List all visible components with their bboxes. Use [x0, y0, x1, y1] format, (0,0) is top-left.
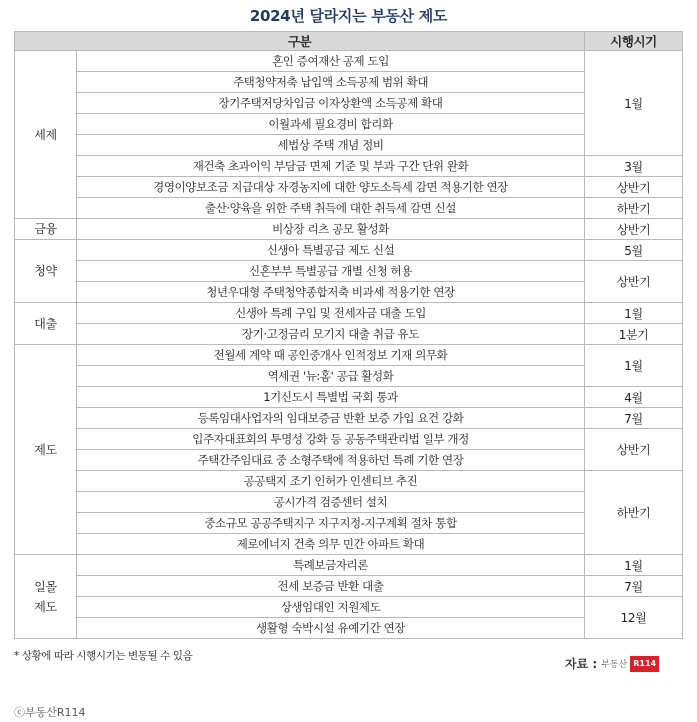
policy-item-cell: 이월과세 필요경비 합리화 — [77, 114, 585, 135]
table-row — [15, 51, 683, 72]
table-row — [15, 72, 683, 93]
policy-item-cell: 1기신도시 특별법 국회 통과 — [77, 387, 585, 408]
table-row — [15, 93, 683, 114]
category-cell: 제도 — [15, 345, 77, 555]
category-cell: 일몰 제도 — [15, 555, 77, 639]
timing-cell: 3월 — [585, 156, 683, 177]
policy-item-cell: 공공택지 조기 인허가 인센티브 추진 — [77, 471, 585, 492]
table-row — [15, 177, 683, 198]
source-credit — [565, 655, 659, 672]
policy-item-cell: 입주자대표회의 투명성 강화 등 공동주택관리법 일부 개정 — [77, 429, 585, 450]
timing-cell: 하반기 — [585, 198, 683, 219]
timing-cell: 1월 — [585, 555, 683, 576]
table-row — [15, 303, 683, 324]
table-row — [15, 198, 683, 219]
table-row — [15, 408, 683, 429]
policy-item-cell: 신혼부부 특별공급 개별 신청 허용 — [77, 261, 585, 282]
timing-cell: 7월 — [585, 408, 683, 429]
table-row — [15, 156, 683, 177]
table-row — [15, 513, 683, 534]
category-cell: 금융 — [15, 219, 77, 240]
timing-cell: 상반기 — [585, 177, 683, 198]
timing-cell: 1월 — [585, 51, 683, 156]
timing-cell: 5월 — [585, 240, 683, 261]
table-body — [15, 51, 683, 639]
table-row — [15, 450, 683, 471]
table-row — [15, 576, 683, 597]
policy-item-cell: 주택청약저축 납입액 소득공제 범위 확대 — [77, 72, 585, 93]
table-row — [15, 219, 683, 240]
policy-item-cell: 장기·고정금리 모기지 대출 취급 유도 — [77, 324, 585, 345]
timing-cell: 7월 — [585, 576, 683, 597]
policy-item-cell: 재건축 초과이익 부담금 면제 기준 및 부과 구간 단위 완화 — [77, 156, 585, 177]
timing-cell: 1월 — [585, 345, 683, 387]
table-header-row — [15, 32, 683, 51]
policy-item-cell: 등록임대사업자의 임대보증금 반환 보증 가입 요건 강화 — [77, 408, 585, 429]
table-row — [15, 240, 683, 261]
header-timing: 시행시기 — [585, 32, 683, 51]
timing-cell: 1월 — [585, 303, 683, 324]
table-row — [15, 471, 683, 492]
table-row — [15, 492, 683, 513]
table-row — [15, 261, 683, 282]
source-logo-text: 부동산 — [601, 660, 628, 670]
table-row — [15, 534, 683, 555]
timing-cell: 4월 — [585, 387, 683, 408]
timing-cell: 상반기 — [585, 429, 683, 471]
table-row — [15, 555, 683, 576]
category-cell: 청약 — [15, 240, 77, 303]
category-cell: 대출 — [15, 303, 77, 345]
timing-cell: 1분기 — [585, 324, 683, 345]
footnote: * 상황에 따라 시행시기는 변동될 수 있음 — [14, 650, 193, 662]
table-row — [15, 429, 683, 450]
table-row — [15, 618, 683, 639]
policy-item-cell: 신생아 특례 구입 및 전세자금 대출 도입 — [77, 303, 585, 324]
table-row — [15, 387, 683, 408]
table-row — [15, 135, 683, 156]
table-row — [15, 324, 683, 345]
timing-cell: 하반기 — [585, 471, 683, 555]
policy-item-cell: 혼인 증여재산 공제 도입 — [77, 51, 585, 72]
policy-item-cell: 제로에너지 건축 의무 민간 아파트 확대 — [77, 534, 585, 555]
policy-item-cell: 역세권 '뉴:홈' 공급 활성화 — [77, 366, 585, 387]
table-row — [15, 597, 683, 618]
policy-item-cell: 공시가격 검증센터 설치 — [77, 492, 585, 513]
table-row — [15, 345, 683, 366]
policy-item-cell: 중소규모 공공주택지구 지구지정-지구계획 절차 통합 — [77, 513, 585, 534]
policy-item-cell: 생활형 숙박시설 유예기간 연장 — [77, 618, 585, 639]
table-row — [15, 114, 683, 135]
policy-item-cell: 세법상 주택 개념 정비 — [77, 135, 585, 156]
timing-cell: 상반기 — [585, 219, 683, 240]
copyright: ⓒ부동산R114 — [14, 706, 86, 719]
header-category: 구분 — [15, 32, 585, 51]
policy-item-cell: 주택간주임대료 중 소형주택에 적용하던 특례 기한 연장 — [77, 450, 585, 471]
policy-table — [14, 31, 683, 639]
policy-item-cell: 청년우대형 주택청약종합저축 비과세 적용기한 연장 — [77, 282, 585, 303]
timing-cell: 12월 — [585, 597, 683, 639]
policy-item-cell: 특례보금자리론 — [77, 555, 585, 576]
table-row — [15, 282, 683, 303]
source-label: 자료 : — [565, 657, 598, 671]
timing-cell: 상반기 — [585, 261, 683, 303]
category-cell: 세제 — [15, 51, 77, 219]
policy-item-cell: 전세 보증금 반환 대출 — [77, 576, 585, 597]
source-logo-badge: R114 — [630, 656, 659, 672]
policy-item-cell: 전월세 계약 때 공인중개사 인적정보 기재 의무화 — [77, 345, 585, 366]
policy-item-cell: 경영이양보조금 지급대상 자경농지에 대한 양도소득세 감면 적용기한 연장 — [77, 177, 585, 198]
policy-item-cell: 상생임대인 지원제도 — [77, 597, 585, 618]
policy-item-cell: 비상장 리츠 공모 활성화 — [77, 219, 585, 240]
policy-item-cell: 장기주택저당차입금 이자상환액 소득공제 확대 — [77, 93, 585, 114]
policy-item-cell: 출산·양육을 위한 주택 취득에 대한 취득세 감면 신설 — [77, 198, 585, 219]
policy-item-cell: 신생아 특별공급 제도 신설 — [77, 240, 585, 261]
table-row — [15, 366, 683, 387]
page-title: 2024년 달라지는 부동산 제도 — [249, 7, 448, 25]
